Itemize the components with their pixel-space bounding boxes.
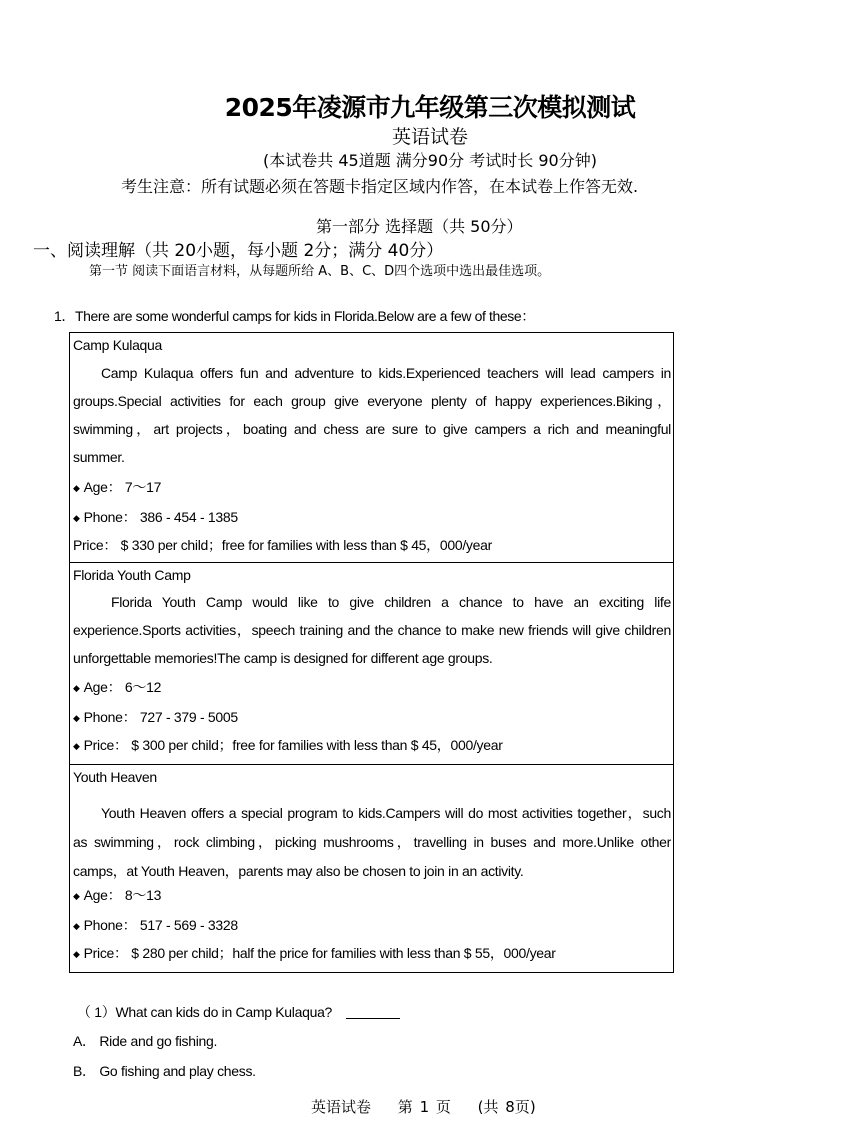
bullet-icon: ◆: [73, 921, 80, 931]
exam-subtitle: 英语试卷: [391, 126, 468, 148]
exam-meta: (本试卷共 45道题 满分90分 考试时长 90分钟): [263, 151, 597, 170]
bullet-icon: ◆: [73, 513, 80, 523]
camp-age: ◆ Age： 6～12: [73, 679, 162, 695]
camp-phone: ◆ Phone： 386 - 454 - 1385: [73, 509, 238, 525]
camp-block-florida-youth: [70, 563, 673, 765]
camp-name: Florida Youth Camp: [73, 567, 191, 583]
camp-phone: ◆ Phone： 727 - 379 - 5005: [73, 709, 238, 725]
bullet-icon: ◆: [73, 683, 80, 693]
section-instruction: 第一节 阅读下面语言材料，从每题所给 A、B、C、D四个选项中选出最佳选项。: [89, 264, 551, 279]
bullet-icon: ◆: [73, 741, 80, 751]
bullet-icon: ◆: [73, 949, 80, 959]
bullet-icon: ◆: [73, 713, 80, 723]
camp-phone: ◆ Phone： 517 - 569 - 3328: [73, 917, 238, 933]
camp-description: Florida Youth Camp would like to give children a chance to have an exciting life experience.Sports activities，speech training and the chance to make new friends will give children unforgettable memories!The camp is designed for different age groups.: [73, 594, 671, 666]
option-a: A． Ride and go fishing.: [73, 1033, 218, 1049]
camp-price: Price： $ 330 per child；free for families with less than $ 45，000/year: [73, 537, 492, 553]
camp-description: Youth Heaven offers a special program to kids.Campers will do most activities together，such as swimming，rock climbing，picking mushrooms，travelling in buses and more.Unlike other camps，at Youth Heaven，parents may also be chosen to join in an activity.: [73, 805, 671, 879]
camp-description: Camp Kulaqua offers fun and adventure to kids.Experienced teachers will lead campers in groups.Special activities for each group give everyone plenty of happy experiences.Biking，swimming，art projects，boating and chess are sure to give campers a rich and meaningful summer.: [73, 365, 671, 465]
camp-name: Camp Kulaqua: [73, 337, 163, 353]
section-heading: 一、阅读理解（共 20小题，每小题 2分；满分 40分）: [33, 241, 444, 261]
sub-question: （ 1）What can kids do in Camp Kulaqua?: [77, 1002, 400, 1022]
footer-total-pages: (共 8页): [477, 1098, 536, 1116]
part-heading: 第一部分 选择题（共 50分）: [316, 217, 523, 236]
camp-age: ◆ Age： 7～17: [73, 479, 162, 495]
camp-name: Youth Heaven: [73, 769, 157, 785]
camp-block-youth-heaven: [70, 765, 673, 973]
camp-price: ◆ Price： $ 280 per child；half the price for families with less than $ 55，000/year: [73, 945, 556, 961]
camp-age: ◆ Age： 8～13: [73, 887, 162, 903]
footer-page-number: 第 1 页: [397, 1098, 451, 1116]
exam-title: 2025年凌源市九年级第三次模拟测试: [224, 93, 636, 122]
footer-subject: 英语试卷: [311, 1098, 372, 1116]
bullet-icon: ◆: [73, 891, 80, 901]
camp-block-kulaqua: [70, 333, 673, 563]
option-b: B． Go fishing and play chess.: [73, 1063, 256, 1079]
exam-notice: 考生注意：所有试题必须在答题卡指定区域内作答，在本试卷上作答无效.: [121, 177, 639, 196]
page-footer: [311, 1096, 556, 1117]
camp-price: ◆ Price： $ 300 per child；free for families with less than $ 45，000/year: [73, 737, 503, 753]
question-intro: 1．There are some wonderful camps for kids in Florida.Below are a few of these：: [54, 308, 535, 324]
bullet-icon: ◆: [73, 483, 80, 493]
answer-blank[interactable]: [346, 1018, 400, 1019]
camp-table: [69, 332, 674, 973]
